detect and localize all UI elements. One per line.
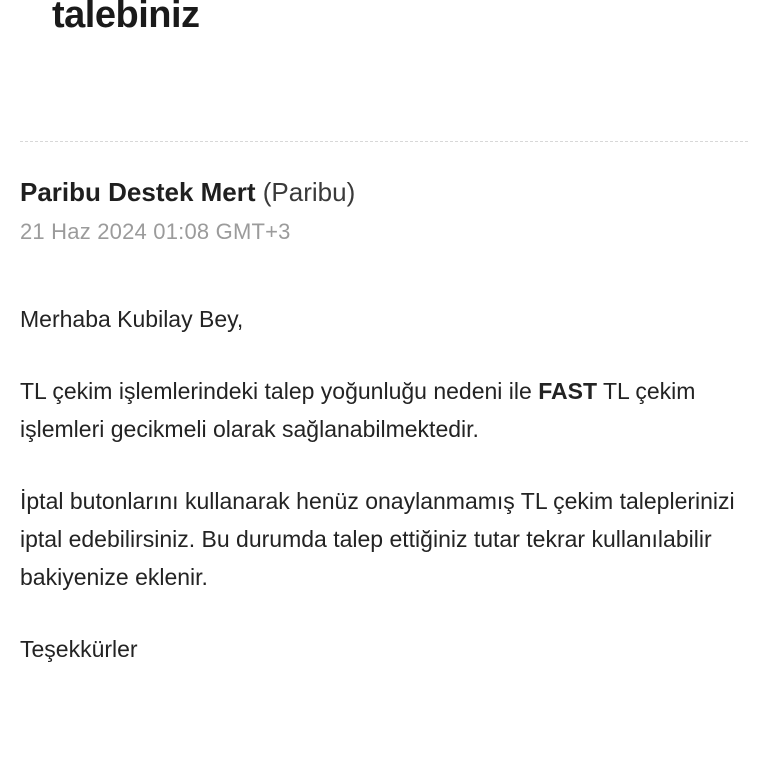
sender-organization: (Paribu)	[262, 177, 356, 207]
paragraph-fast-delay-part1: TL çekim işlemlerindeki talep yoğunluğu nedeni ile	[20, 378, 539, 404]
paragraph-cancel-info: İptal butonlarını kullanarak henüz onaylanmamış TL çekim taleplerinizi iptal edebilirsiniz. Bu durumda talep ettiğiniz tutar tekrar kullanılabilir bakiyenize eklenir.	[20, 488, 735, 590]
paragraph-fast-delay	[20, 372, 750, 448]
page-title: talebiniz	[52, 0, 200, 36]
section-divider	[20, 141, 748, 142]
sender-name: Paribu Destek Mert	[20, 177, 256, 207]
greeting-paragraph: Merhaba Kubilay Bey,	[20, 306, 244, 332]
message-body	[20, 300, 750, 668]
message-header	[20, 176, 748, 246]
message-timestamp: 21 Haz 2024 01:08 GMT+3	[20, 219, 291, 244]
paragraph-fast-keyword: FAST	[538, 378, 597, 404]
sender-line	[20, 176, 748, 208]
closing-paragraph: Teşekkürler	[20, 636, 138, 662]
paragraph-fast-delay-part2: TL çekim işlemleri gecikmeli olarak sağlanabilmektedir.	[20, 378, 696, 442]
